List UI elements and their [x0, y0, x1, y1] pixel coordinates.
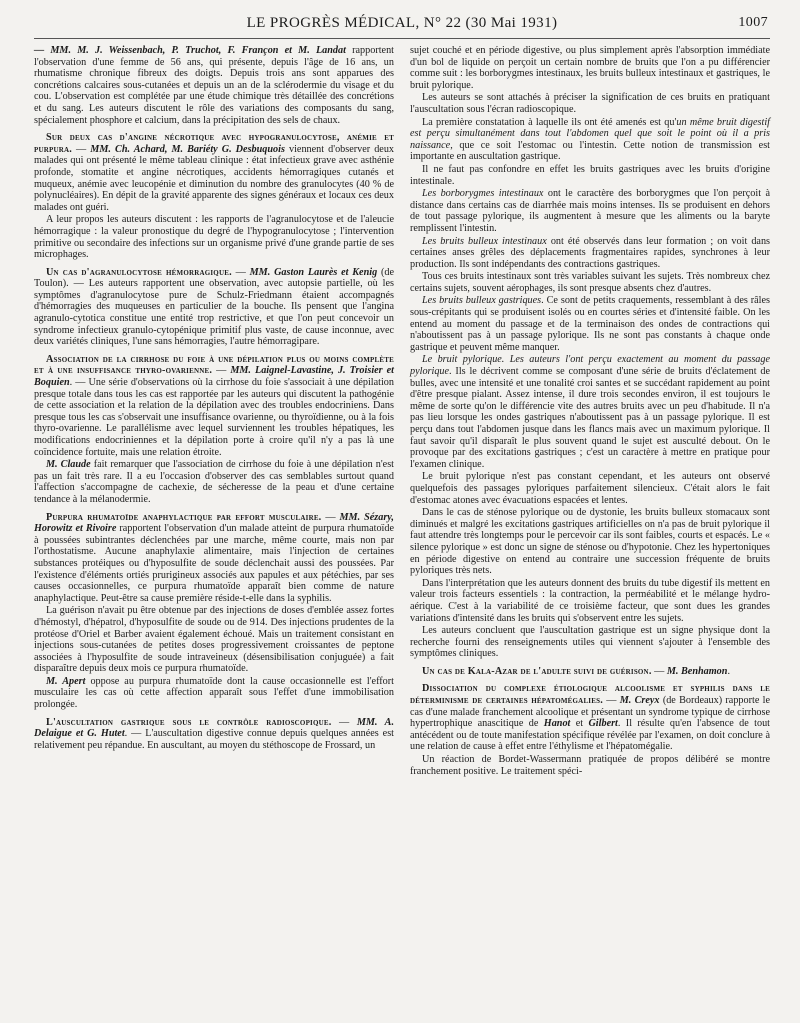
paragraph — [34, 717, 394, 752]
author-names: Hanot — [543, 718, 571, 730]
paragraph — [410, 683, 770, 753]
paragraph — [410, 271, 770, 294]
section-heading: Dissociation du complexe étiologique alcoolisme et syphilis dans le déterminisme de certaines hépatomégalies. — [410, 683, 770, 707]
section-heading: Sur deux cas d'angine nécrotique avec hypogranulocytose, anémie et purpura. — [34, 132, 394, 155]
author-names: M. Benhamon — [666, 665, 728, 677]
emphasis-text: Le bruit pylorique. Les auteurs l'ont perçu exactement au moment du passage pylorique — [410, 354, 770, 378]
paragraph — [34, 512, 394, 605]
left-column — [34, 45, 394, 778]
body-text: Dans le cas de sténose pylorique ou de dystonie, les bruits bulleux stomacaux sont diminués et malgré les excitations gastriques artificielles on n'a pas de bruit pylorique il faut attendre très longtemps pour le percevoir car ils sont faibles, courts et espacés. Le « silence pylorique » est donc un signe de sténose ou d'hypotonie. Chez les hypertoniques en période digestive on entend au contraire une succession fréquente de bruits pyloriques très nets. — [410, 507, 770, 577]
body-text: sujet couché et en période digestive, ou plus simplement après l'absorption immédiate d'un bol de liquide on perçoit un certain nombre de bruits que l'on a pu différencier comme suit : les borborygmes intestinaux, les bruits bulleux intestinaux et gastriques, le bruit pylorique. — [410, 45, 770, 91]
two-column-body — [34, 45, 770, 778]
body-text: . — L'auscultation digestive connue depuis quelques années est relativement peu répandue. En auscultant, au moyen du stéthoscope de Frossard, un — [34, 728, 394, 751]
body-text: et — [570, 718, 589, 730]
body-text: Dans l'interprétation que les auteurs donnent des bruits du tube digestif ils mettent en valeur trois facteurs essentiels : la contraction, la perméabilité et le mélange hydro-aérique. C'est à la variabilité de ce troisième facteur, que sont dues les grandes variations d'intensité dans les bruits qui s'observent entre les sujets. — [410, 577, 770, 624]
paragraph — [34, 214, 394, 260]
body-text: rapportent l'observation d'une femme de 56 ans, qui présente, depuis l'âge de 16 ans, un rhumatisme chronique fibreux des doigts. Depuis trois ans sont apparues des concrétions calcaires sous-cutanées et depuis un an de la sclérodermie du visage et du cou. L'observation est complétée par une étude chimique très détaillée des concrétions et du sang. Les auteurs discutent le rôle des variations des composants du sang, spécialement phosphore et calcium, dans la précipitation des sels de chaux. — [34, 45, 394, 126]
body-text: Les auteurs concluent que l'auscultation gastrique est un signe physique dont la recherche fourni des renseignements utiles qui viennent s'ajouter à l'ensemble des symptômes cliniques. — [410, 625, 770, 660]
section-heading: Un cas de Kala-Azar de l'adulte suivi de guérison. — [422, 665, 652, 677]
author-names: M. Apert — [46, 675, 86, 687]
paragraph — [410, 117, 770, 163]
body-text: ont le caractère des borborygmes que l'on perçoit à distance dans certains cas de diarrhée mais moins intenses. Ils se produisent en dehors de tout passage pylorique, ils augmentent à mesure que les aliments ou la baryte remplissent l'intestin. — [410, 188, 770, 234]
paragraph — [410, 92, 770, 115]
body-text: Les auteurs se sont attachés à préciser la signification de ces bruits en pratiquant l'auscultation sous l'écran radioscopique. — [410, 92, 770, 115]
paragraph — [410, 666, 770, 678]
paragraph — [34, 132, 394, 213]
body-text: (de Toulon). — Les auteurs rapportent une observation, avec autopsie partielle, où les symptômes d'agranulocytose pure de Schulz-Friedmann étaient accompagnés d'hémorragies des muqueuses en particulier de la bouche. Ils pensent que l'angina agranulo-cytotica constitue une entité trop restrictive, et que l'on peut concevoir un syndrome infectieux granulo-cytopénique primitif plus vaste, de cause inconnue, avec deux variétés cliniques, l'une sans hémorragies, l'autre hémorragipare. — [34, 266, 394, 348]
page-number: 1007 — [738, 15, 768, 30]
emphasis-text: Les bruits bulleux intestinaux — [422, 235, 547, 247]
paragraph — [34, 605, 394, 675]
body-text: Le bruit pylorique n'est pas constant cependant, et les auteurs ont observé quelquefois des passages pyloriques parfaitement silencieux. C'était alors le fait d'estomac atones avec évacuations espacées et lentes. — [410, 471, 770, 506]
body-text: . — Une série d'observations où la cirrhose du foie s'associait à une dépilation presque totale dans tous les cas est rapportée par les auteurs qui discutent la pathogénie de cette association et la relation de la dépilation avec des troubles endocriniens. Dans presque tous les cas s'observait une insuffisance ovarienne, ou thyroïdienne, ou à la fois thyro-ovarienne. Le parallélisme avec lequel surviennent les troubles hépatiques, les modifications endocriniennes et la dépilation porte à croire qu'il n'y a pas là une coïncidence fortuite, mais une relation étroite. — [34, 377, 394, 458]
body-text: . Il résulte qu'en l'absence de tout antécédent ou de toute manifestation spécifique révélée par l'examen, on doit conclure à une relation de cause à effet entre l'éthylisme et l'hépatomégalie. — [410, 718, 770, 753]
header-rule — [34, 38, 770, 39]
body-text: — — [231, 266, 250, 278]
section-heading: Association de la cirrhose du foie à une dépilation plus ou moins complète et à une insuffisance thyro-ovarienne. — [34, 353, 394, 377]
body-text: A leur propos les auteurs discutent : les rapports de l'agranulocytose et de l'aleucie hémorragique : la valeur pronostique du degré de l'hypogranulocytose ; l'intervention primitive ou secondaire des infections sur un organisme privé d'une grande partie de ses microphages. — [34, 214, 394, 261]
section-heading: Purpura rhumatoïde anaphylactique par effort musculaire. — [46, 511, 322, 523]
paragraph — [34, 267, 394, 348]
paragraph — [410, 354, 770, 470]
author-names: MM. Ch. Achard, M. Bariéty G. Desbuquois — [90, 143, 285, 155]
paragraph — [410, 507, 770, 577]
right-column — [410, 45, 770, 778]
body-text: Un réaction de Bordet-Wassermann pratiquée de propos délibéré se montre franchement positive. Le traitement spéci- — [410, 754, 770, 777]
body-text: fait remarquer que l'association de cirrhose du foie à une dépilation n'est pas un fait très rare. Il a eu l'occasion d'observer des cas semblables surtout quand l'affection s'accompagne de cachexie, de sécheresse de la peau et d'une certaine tendance à la mélanodermie. — [34, 459, 394, 505]
body-text: — — [602, 695, 620, 707]
body-text: . Ils le décrivent comme se composant d'une série de bruits d'éclatement de bulles, avec une intensité et une tonalité croi santes et se succédant rapidement au point d'être presque pialant. Assez intense, il dure trois secondes environ, il est toujours le même de sorte qu'on le différencie vite des autres bruits avec un peu d'habitude. Il n'a pas lieu lorsque les ondes gastriques n'aboutissent pas à un passage pylorique. Il est perçu dans tout l'abdomen jusque dans les flancs mais avec un maximum pylorique. Il faut savoir qu'il disparaît le plus souvent quand le sujet est ausculté debout. On le provoque par des excitations gastriques ; c'est un caractère à mettre en pratique pour l'examen clinique. — [410, 366, 770, 470]
paragraph — [34, 676, 394, 711]
author-names: MM. A. Delaigue et G. Hutet — [34, 716, 394, 740]
body-text: rapportent l'observation d'un malade atteint de purpura rhumatoïde à poussées subintrantes déclenchées par une marche, même courte, mais non par l'orthostatisme. Aucune anaphylaxie alimentaire, mais l'injection de certaines substances protéiques ou d'hyposulfite de soude déclenchait aussi des poussées. Par l'existence d'éléments ortiés prurigineux associés aux papules et aux pétéchies, par ses causes occasionnelles, ce purpura rhumatoïde apparaît bien comme de nature anaphylactique. Peut-être sa cause première réside-t-elle dans la syphilis. — [34, 523, 394, 604]
author-names: MM. Laignel-Lavastine, J. Troisier et Boquien — [34, 365, 395, 389]
author-names: MM. Gaston Laurès et Kenig — [249, 266, 378, 278]
author-names: MM. Sézary, Horowitz et Rivoire — [34, 511, 394, 535]
body-text: — — [331, 716, 357, 728]
body-text: Il ne faut pas confondre en effet les bruits gastriques avec les bruits d'origine intestinale. — [410, 163, 770, 187]
author-names: — MM. M. J. Weissenbach, P. Truchot, F. Françon et M. Landat — [34, 45, 346, 56]
author-names: M. Creyx — [619, 695, 660, 707]
running-header — [34, 12, 770, 38]
author-names: Gilbert — [588, 718, 618, 730]
paragraph — [410, 164, 770, 187]
section-heading: L'auscultation gastrique sous le contrôle radioscopique. — [46, 716, 332, 728]
body-text: , que ce soit l'estomac ou l'intestin. Cette notion de transmission est importante en auscultation gastrique. — [410, 139, 770, 163]
paragraph — [410, 625, 770, 660]
body-text: La première constatation à laquelle ils ont été amenés est qu' — [422, 116, 677, 128]
emphasis-text: Les bruits bulleux gastriques — [422, 295, 542, 307]
journal-title: LE PROGRÈS MÉDICAL, N° 22 (30 Mai 1931) — [246, 15, 558, 31]
body-text: La guérison n'avait pu être obtenue par des injections de doses d'emblée assez fortes d'hémostyl, d'hépatrol, d'hyposulfite de soude ou de 914. Des injections prudentes de la protéose d'Oriel et Barber avaient également échoué. Mais un traitement consistant en injections sous-cutanées de petites doses progressivement croissantes de peptone associées à l'hyposulfite de soude intraveineux (désensibilisation conjuguée) a fait disparaître depuis deux mois ce purpura rhumatoïde. — [34, 605, 394, 675]
paragraph — [34, 354, 394, 458]
paragraph — [34, 459, 394, 505]
paragraph — [410, 471, 770, 506]
emphasis-text: un même bruit digestif est perçu simultanément dans tout l'abdomen quel que soit le point où il a pris naissance — [410, 116, 770, 151]
paragraph — [410, 754, 770, 777]
body-text: viennent d'observer deux malades qui ont présenté le même tableau clinique : état infectieux grave avec asthénie profonde, stomatite et angine nécrotiques, accidents hémorragiques cutanés et muqueux, anémie avec leucopénie et diminution du nombre des granulocytes (40 % de polynucléaires). En dépit de la gravité apparente des signes généraux et locaux ces deux malades ont guéri. — [34, 143, 395, 213]
paragraph — [410, 188, 770, 234]
emphasis-text: Les borborygmes intestinaux — [422, 188, 544, 200]
body-text: — — [71, 143, 91, 155]
body-text: — — [212, 365, 231, 377]
body-text: — — [651, 665, 667, 677]
section-heading: Un cas d'agranulocytose hémorragique. — [46, 266, 232, 278]
paragraph — [410, 45, 770, 91]
body-text: — — [321, 511, 340, 523]
paragraph — [410, 236, 770, 271]
body-text: . Ce sont de petits craquements, ressemblant à des râles sous-crépitants qui se produisent isolés ou en courtes séries et d'intensité faible. On les entend au moment du passage et de la terminaison des ondes de contractions qui n'aboutissent pas à un passage pylorique. Ils ne sont pas constants à chaque onde gastrique et peuvent même manquer. — [410, 295, 770, 353]
body-text: (de Bordeaux) rapporte le cas d'une malade franchement alcoolique et présentant un syndrome typique de cirrhose hypertrophique anascitique de — [410, 695, 770, 730]
author-names: M. Claude — [46, 459, 91, 471]
paragraph — [410, 295, 770, 353]
paragraph — [34, 45, 394, 126]
body-text: Tous ces bruits intestinaux sont très variables suivant les sujets. Très nombreux chez certains sujets, souvent aérophages, ils sont presque absents chez d'autres. — [410, 271, 770, 294]
body-text: ont été observés dans leur formation ; on voit dans certaines anses grêles des déplacements fragmentaires rapides, synchrones à leur production. Ils sont indépendants des contractions gastriques. — [410, 235, 770, 270]
body-text: . — [727, 665, 730, 677]
paragraph — [410, 578, 770, 624]
body-text: oppose au purpura rhumatoïde dont la cause occasionnelle est l'effort musculaire les cas où cette affection apparaît sous l'effet d'une immobilisation prolongée. — [34, 675, 394, 711]
